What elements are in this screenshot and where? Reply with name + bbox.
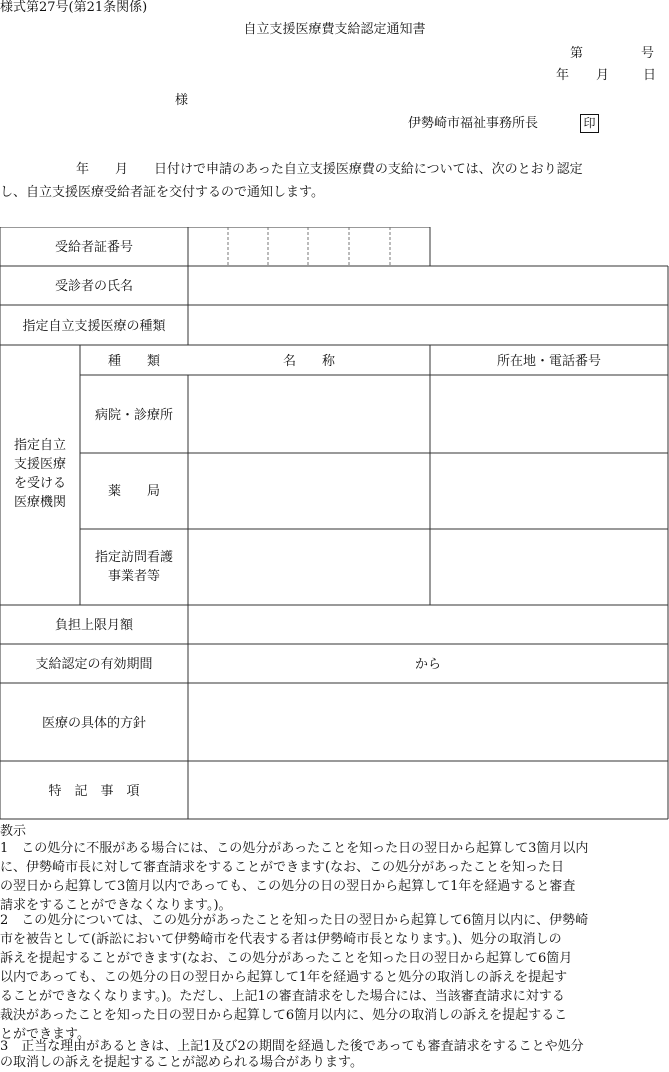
note-line: 訴えを提起することができます(なお、この処分があったことを知った日の翌日から起算して6箇月 <box>0 951 573 966</box>
date-month: 月 <box>596 68 610 83</box>
intro-month: 月 <box>115 162 129 177</box>
intro-year: 年 <box>76 162 90 177</box>
note-line: 3 正当な理由があるときは、上記1及び2の期間を経過した後であっても審査請求をすることや処分 <box>0 1039 584 1054</box>
label-remarks: 特 記 事 項 <box>48 784 140 799</box>
date-year: 年 <box>556 68 570 83</box>
intro-line-2: し、自立支援医療受給者証を交付するので通知します。 <box>0 185 324 200</box>
addressee-sama: 様 <box>175 93 189 108</box>
date-day: 日 <box>643 68 657 83</box>
note-line: とができます。 <box>0 1027 90 1042</box>
label-nursing-1: 指定訪問看護 <box>94 550 174 565</box>
note-line: の翌日から起算して3箇月以内であっても、この処分の日の翌日から起算して1年を経過すると審査 <box>0 879 576 894</box>
header-col-name: 名 称 <box>282 354 336 369</box>
label-institution-3: を受ける <box>13 476 67 491</box>
note-line: 裁決があったことを知った日の翌日から起算して6箇月以内に、処分の取消しの訴えを提起するこ <box>0 1008 568 1023</box>
label-validity: 支給認定の有効期間 <box>35 657 153 672</box>
label-patient-name: 受診者の氏名 <box>54 279 134 294</box>
certification-table <box>0 227 669 820</box>
note-line: 以内であっても、この処分の日の翌日から起算して1年を経過すると処分の取消しの訴えを提起す <box>0 970 568 985</box>
note-line: 請求をすることができなくなります。)。 <box>0 898 232 913</box>
seal-stamp: 印 <box>580 114 599 133</box>
header-col-address: 所在地・電話番号 <box>496 354 602 369</box>
label-institution-2: 支援医療 <box>13 457 67 472</box>
label-nursing-2: 事業者等 <box>107 569 161 584</box>
label-institution-1: 指定自立 <box>13 438 67 453</box>
intro-text: 日付けで申請のあった自立支援医療費の支給については、次のとおり認定 <box>154 162 583 177</box>
note-line: の取消しの訴えを提起することが認められる場合があります。 <box>0 1055 363 1070</box>
header-col-type: 種 類 <box>107 354 161 369</box>
document-number-dai: 第 <box>570 46 584 61</box>
label-hospital: 病院・診療所 <box>94 408 174 423</box>
validity-from: から <box>414 657 442 672</box>
note-line: 1 この処分に不服がある場合には、この処分があったことを知った日の翌日から起算して3箇月以内 <box>0 841 589 856</box>
notes-heading: 教示 <box>0 824 27 839</box>
label-institution-4: 医療機関 <box>13 495 67 510</box>
note-line: 2 この処分については、この処分があったことを知った日の翌日から起算して6箇月以内に、伊勢崎 <box>0 913 589 928</box>
document-title: 自立支援医療費支給認定通知書 <box>243 22 426 37</box>
issuer-name: 伊勢崎市福祉事務所長 <box>408 116 539 131</box>
label-medical-type: 指定自立支援医療の種類 <box>22 319 166 334</box>
note-line: 市を被告として(訴訟において伊勢崎市を代表する者は伊勢崎市長となります。)、処分の取消しの <box>0 932 562 947</box>
label-pharmacy: 薬 局 <box>107 484 161 499</box>
intro-line-1 <box>0 162 669 178</box>
form-label: 様式第27号(第21条関係) <box>0 0 148 15</box>
note-line: に、伊勢崎市長に対して審査請求をすることができます(なお、この処分があったことを知った日 <box>0 860 564 875</box>
document-number-go: 号 <box>641 46 655 61</box>
note-line: ることができなくなります。)。ただし、上記1の審査請求をした場合には、当該審査請求に対する <box>0 989 565 1004</box>
label-policy: 医療の具体的方針 <box>41 716 147 731</box>
label-burden-limit: 負担上限月額 <box>54 618 134 633</box>
label-recipient-number: 受給者証番号 <box>54 240 134 255</box>
